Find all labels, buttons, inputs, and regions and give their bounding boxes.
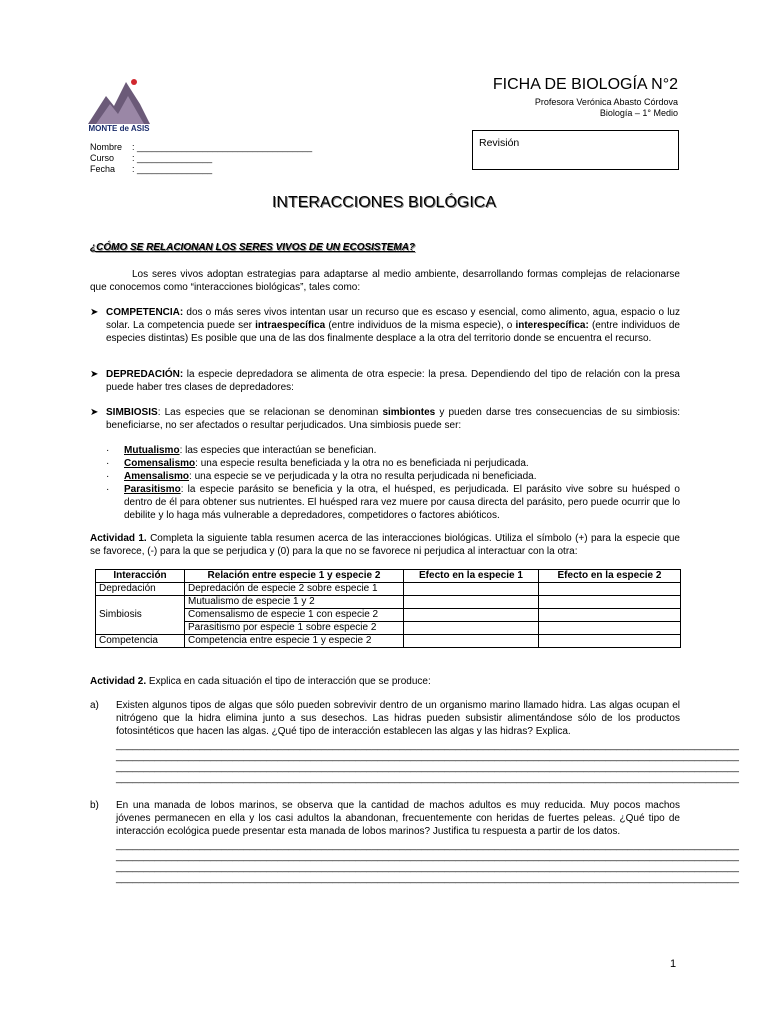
- field-curso[interactable]: [90, 153, 312, 164]
- competencia-text-3: (entre individuos de especies distintas) Es posible que una de las dos finalmente desplace a la otra del territorio donde se encuentra el recurso.: [106, 320, 680, 344]
- arrow-bullet-icon: ➤: [90, 369, 99, 380]
- question-letter: b): [90, 800, 99, 811]
- term-simbiosis: SIMBIOSIS: [106, 407, 158, 418]
- term-depredacion: DEPREDACIÓN:: [106, 369, 184, 380]
- field-label: Curso: [90, 153, 115, 163]
- answer-cell[interactable]: [404, 622, 539, 635]
- answer-cell[interactable]: [404, 609, 539, 622]
- actividad-2-instructions: [90, 675, 680, 688]
- answer-line[interactable]: ________________________________________________________________________________________________________________: [116, 762, 739, 773]
- competencia-text: dos o más seres vivos intentan usar un recurso que es escaso y esencial, como alimento, agua, espacio o luz solar. La competencia puede ser: [106, 307, 680, 331]
- list-item: · Parasitismo: la especie parásito se beneficia y la otra, el huésped, es perjudicada. El parásito vive sobre su huésped o dentro de él para obtener sus nutrientes. El huésped rara vez muere por causa directa del parásito, pero puede ocurrir que lo debilite y lo haga más vulnerable a depredadores, competidores o factores abióticos.: [106, 484, 680, 521]
- actividad-1-text: Completa la siguiente tabla resumen acerca de las interacciones biológicas. Utiliza el símbolo (+) para la especie que se favorece, (-) para la que se perjudica y (0) para la que no se favorece ni perjudica al interactuar con la otra:: [90, 533, 680, 557]
- term-competencia: COMPETENCIA:: [106, 307, 184, 318]
- column-header: Efecto en la especie 1: [404, 570, 539, 583]
- competencia-text-2: (entre individuos de la misma especie), o: [325, 320, 516, 331]
- actividad-1-label: Actividad 1.: [90, 533, 147, 544]
- table-header-row: [96, 570, 681, 583]
- simbiosis-types-list: [106, 444, 680, 522]
- column-header: Relación entre especie 1 y especie 2: [185, 570, 404, 583]
- table-cell: Depredación de especie 2 sobre especie 1: [185, 583, 404, 596]
- answer-cell[interactable]: [404, 596, 539, 609]
- bullet-depredacion: [90, 368, 680, 394]
- answer-lines-b[interactable]: [116, 840, 739, 884]
- field-nombre[interactable]: [90, 142, 312, 153]
- answer-cell[interactable]: [539, 622, 681, 635]
- answer-cell[interactable]: [539, 609, 681, 622]
- teacher-name: Profesora Verónica Abasto Córdova: [534, 97, 678, 107]
- depredacion-text: la especie depredadora se alimenta de otra especie: la presa. Dependiendo del tipo de relación con la presa puede haber tres clases de depredadores:: [106, 369, 680, 393]
- arrow-bullet-icon: ➤: [90, 307, 99, 318]
- actividad-2-label: Actividad 2.: [90, 676, 147, 687]
- main-heading: INTERACCIONES BIOLÓGICA: [271, 194, 497, 211]
- answer-cell[interactable]: [404, 583, 539, 596]
- list-item: · Comensalismo: una especie resulta beneficiada y la otra no es beneficiada ni perjudicada.: [106, 458, 529, 469]
- answer-line[interactable]: ________________________________________________________________________________________________________________: [116, 862, 739, 873]
- type-term: Amensalismo: [124, 471, 190, 482]
- revision-label: Revisión: [479, 137, 520, 149]
- field-value: : _______________: [132, 164, 213, 174]
- answer-line[interactable]: ________________________________________________________________________________________________________________: [116, 873, 739, 884]
- term-intraespecifica: intraespecífica: [255, 320, 326, 331]
- bullet-competencia: [90, 306, 680, 345]
- term-interespecifica: interespecífica:: [515, 320, 589, 331]
- question-text: En una manada de lobos marinos, se observa que la cantidad de machos adultos es muy reducida. Muy pocos machos jóvenes permanecen en ella y los casi adultos la abandonan, frecuentemente con heridas de fuertes peleas. ¿Qué tipo de interacción ecológica puede presentar esta manada de lobos marinos? Justifica tu respuesta a partir de los datos.: [116, 800, 680, 837]
- answer-cell[interactable]: [404, 635, 539, 648]
- course-info: Biología – 1° Medio: [599, 108, 678, 118]
- answer-line[interactable]: ________________________________________________________________________________________________________________: [116, 740, 739, 751]
- question-b: [90, 799, 680, 838]
- answer-line[interactable]: ________________________________________________________________________________________________________________: [116, 773, 739, 784]
- logo-text: MONTE de ASIS: [88, 124, 150, 133]
- table-cell: Parasitismo por especie 1 sobre especie 2: [185, 622, 404, 635]
- question-text: Existen algunos tipos de algas que sólo pueden sobrevivir dentro de un organismo marino llamado hidra. Las algas ocupan el nitrógeno que la hidra elimina junto a sus desechos. Las hidras pueden subsistir alimentándose sólo de los productos fotosintéticos que hacen las algas. ¿Qué tipo de interacción establecen las algas y las hidras? Explica.: [116, 700, 680, 737]
- table-cell: Competencia entre especie 1 y especie 2: [185, 635, 404, 648]
- intro-paragraph: Los seres vivos adoptan estrategias para adaptarse al medio ambiente, desarrollando formas complejas de relacionarse que conocemos como “interacciones biológicas”, tales como:: [90, 269, 680, 293]
- list-item: · Amensalismo: una especie se ve perjudicada y la otra no resulta perjudicada ni beneficiada.: [106, 471, 537, 482]
- actividad-1-instructions: [90, 532, 680, 558]
- type-text: : las especies que interactúan se benefician.: [179, 445, 377, 456]
- table-row: [96, 635, 681, 648]
- answer-lines-a[interactable]: [116, 740, 739, 784]
- field-value: : ___________________________________: [132, 142, 313, 152]
- page-number: 1: [670, 958, 677, 970]
- section-subheading: ¿CÓMO SE RELACIONAN LOS SERES VIVOS DE UN ECOSISTEMA?: [90, 242, 416, 253]
- field-label: Fecha: [90, 164, 116, 174]
- arrow-bullet-icon: ➤: [90, 407, 99, 418]
- answer-cell[interactable]: [539, 583, 681, 596]
- type-text: : una especie resulta beneficiada y la otra no es beneficiada ni perjudicada.: [195, 458, 529, 469]
- term-simbiontes: simbiontes: [382, 407, 436, 418]
- student-fields: [90, 142, 312, 175]
- type-text: : la especie parásito se beneficia y la otra, el huésped, es perjudicada. El parásito vive sobre su huésped o dentro de él para obtener sus nutrientes. El huésped rara vez muere por causa directa del parásito, pero puede ocurrir que lo debilite y lo haga más vulnerable a depredadores, competidores o factores abióticos.: [124, 484, 680, 521]
- type-text: : una especie se ve perjudicada y la otra no resulta perjudicada ni beneficiada.: [189, 471, 537, 482]
- column-header: Interacción: [96, 570, 185, 583]
- document-title: FICHA DE BIOLOGÍA N°2: [492, 76, 678, 93]
- type-term: Mutualismo: [124, 445, 180, 456]
- field-value: : _______________: [132, 153, 213, 163]
- actividad-2-text: Explica en cada situación el tipo de interacción que se produce:: [146, 676, 431, 687]
- field-fecha[interactable]: [90, 164, 312, 175]
- column-header: Efecto en la especie 2: [539, 570, 681, 583]
- field-label: Nombre: [90, 142, 123, 152]
- document-subtitle: [535, 97, 678, 119]
- answer-line[interactable]: ________________________________________________________________________________________________________________: [116, 751, 739, 762]
- list-item: · Mutualismo: las especies que interactúan se benefician.: [106, 445, 377, 456]
- simbiosis-text: : Las especies que se relacionan se denominan: [157, 407, 383, 418]
- type-term: Comensalismo: [124, 458, 196, 469]
- answer-line[interactable]: ________________________________________________________________________________________________________________: [116, 851, 739, 862]
- table-cell: Competencia: [96, 635, 185, 648]
- table-row: [96, 583, 681, 596]
- table-cell: Mutualismo de especie 1 y 2: [185, 596, 404, 609]
- revision-box: [472, 130, 679, 170]
- table-row: [96, 596, 681, 609]
- question-a: [90, 699, 680, 738]
- table-cell: Simbiosis: [96, 596, 185, 635]
- simbiosis-text-2: y pueden darse tres consecuencias de su simbiosis: beneficiarse, no ser afectados o resultar perjudicados. Una simbiosis puede ser:: [106, 407, 680, 431]
- bullet-simbiosis: [90, 406, 680, 432]
- interactions-table: [95, 569, 681, 648]
- answer-cell[interactable]: [539, 596, 681, 609]
- type-term: Parasitismo: [124, 484, 181, 495]
- answer-cell[interactable]: [539, 635, 681, 648]
- answer-line[interactable]: ________________________________________________________________________________________________________________: [116, 840, 739, 851]
- question-letter: a): [90, 700, 99, 711]
- table-cell: Comensalismo de especie 1 con especie 2: [185, 609, 404, 622]
- table-cell: Depredación: [96, 583, 185, 596]
